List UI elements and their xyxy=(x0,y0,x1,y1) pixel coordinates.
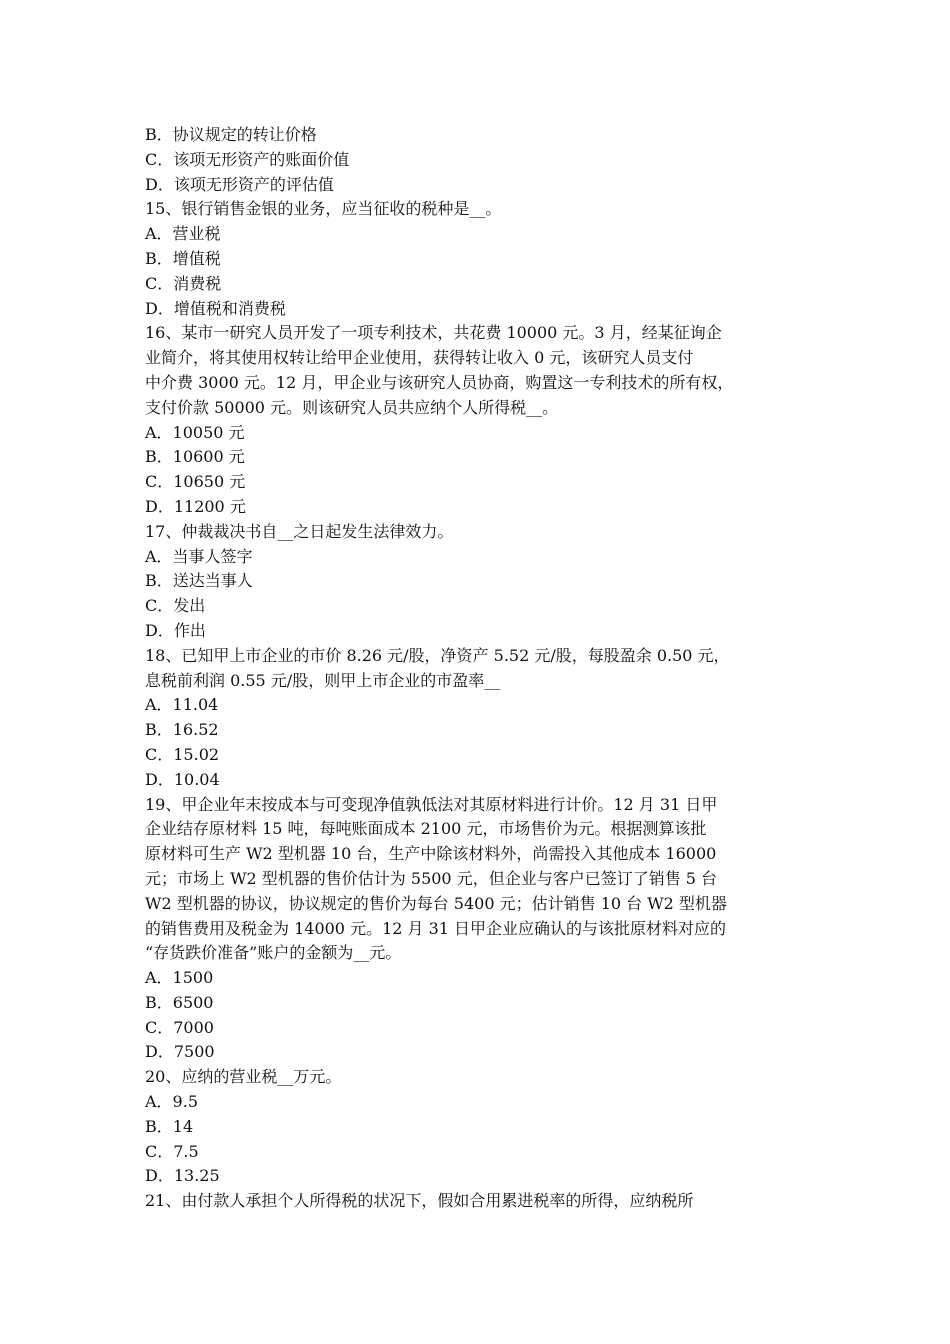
text-line: 19、甲企业年末按成本与可变现净值孰低法对其原材料进行计价。12 月 31 日甲 xyxy=(145,794,718,814)
text-line: 中介费 3000 元。12 月，甲企业与该研究人员协商，购置这一专利技术的所有权， xyxy=(145,372,734,392)
text-line: 息税前利润 0.55 元/股，则甲上市企业的市盈率__ xyxy=(145,670,501,690)
text-line: B．增值税 xyxy=(145,248,221,268)
text-line: D．10.04 xyxy=(145,769,220,789)
text-line: D．7500 xyxy=(145,1042,215,1062)
text-line: A．营业税 xyxy=(145,224,221,244)
text-line: 的销售费用及税金为 14000 元。12 月 31 日甲企业应确认的与该批原材料对应的 xyxy=(145,918,727,938)
text-line: A．10050 元 xyxy=(145,422,245,442)
text-line: 18、已知甲上市企业的市价 8.26 元/股，净资产 5.52 元/股，每股盈余 0.50 元， xyxy=(145,645,730,665)
text-line: “存货跌价准备”账户的金额为__元。 xyxy=(145,943,402,963)
text-line: 16、某市一研究人员开发了一项专利技术，共花费 10000 元。3 月，经某征询企 xyxy=(145,323,722,343)
text-line: B．10600 元 xyxy=(145,447,245,467)
text-line: 原材料可生产 W2 型机器 10 台，生产中除该材料外，尚需投入其他成本 16000 xyxy=(145,844,717,864)
text-line: A．当事人签字 xyxy=(145,546,253,566)
text-line: 元；市场上 W2 型机器的售价估计为 5500 元，但企业与客户已签订了销售 5 台 xyxy=(145,868,718,888)
text-line: C．消费税 xyxy=(145,273,222,293)
text-line: C．7.5 xyxy=(145,1141,199,1161)
text-line: C．15.02 xyxy=(145,744,220,764)
text-line: C．发出 xyxy=(145,596,206,616)
text-line: 业简介，将其使用权转让给甲企业使用，获得转让收入 0 元，该研究人员支付 xyxy=(145,348,694,368)
text-line: D．该项无形资产的评估值 xyxy=(145,174,334,194)
text-line: C．该项无形资产的账面价值 xyxy=(145,149,350,169)
text-line: B．14 xyxy=(145,1116,194,1136)
text-line: 15、银行销售金银的业务，应当征收的税种是__。 xyxy=(145,199,502,219)
text-line: A．9.5 xyxy=(145,1092,199,1112)
text-line: 企业结存原材料 15 吨，每吨账面成本 2100 元，市场售价为元。根据测算该批 xyxy=(145,819,707,839)
text-line: A．1500 xyxy=(145,968,214,988)
text-line: B．协议规定的转让价格 xyxy=(145,125,317,144)
text-line: 21、由付款人承担个人所得税的状况下，假如合用累进税率的所得，应纳税所 xyxy=(145,1191,694,1211)
text-line: D．11200 元 xyxy=(145,496,246,516)
text-line: C．7000 xyxy=(145,1017,214,1037)
text-line: B．16.52 xyxy=(145,720,219,740)
text-line: D．增值税和消费税 xyxy=(145,298,286,318)
text-line: D．作出 xyxy=(145,620,206,640)
text-line: D．13.25 xyxy=(145,1166,220,1186)
text-line: 支付价款 50000 元。则该研究人员共应纳个人所得税__。 xyxy=(145,397,559,417)
text-line: A．11.04 xyxy=(145,695,219,715)
text-line: 20、应纳的营业税__万元。 xyxy=(145,1067,342,1087)
text-line: C．10650 元 xyxy=(145,472,246,492)
document-body xyxy=(145,123,850,1214)
text-line: B．6500 xyxy=(145,992,214,1012)
text-line: W2 型机器的协议，协议规定的售价为每台 5400 元；估计销售 10 台 W2 型机器 xyxy=(145,893,727,913)
text-line: 17、仲裁裁决书自__之日起发生法律效力。 xyxy=(145,521,454,541)
text-line: B．送达当事人 xyxy=(145,571,253,591)
